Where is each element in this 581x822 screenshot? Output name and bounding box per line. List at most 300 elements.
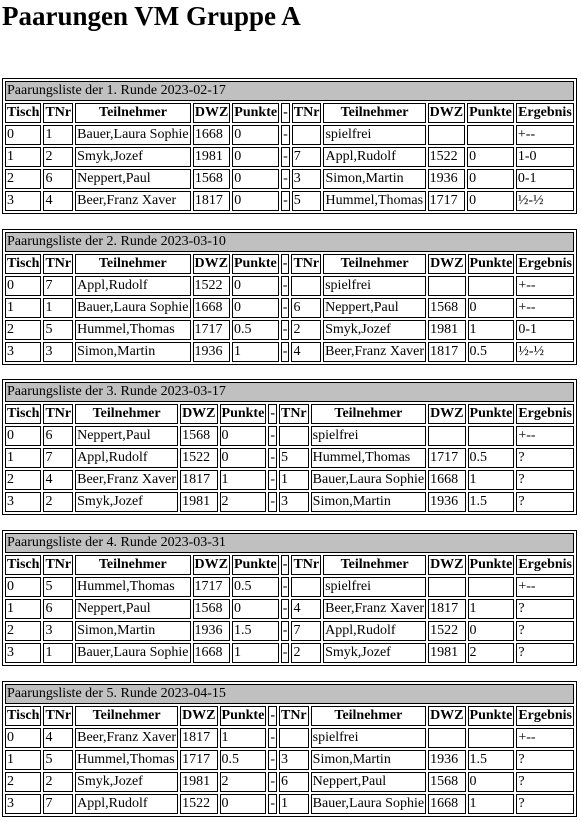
cell-dash: -	[281, 125, 290, 145]
cell-tnr-white: 6	[43, 169, 73, 189]
cell-dash: -	[268, 772, 277, 792]
cell-dwz-black: 1522	[428, 147, 465, 167]
cell-teilnehmer-white: Hummel,Thomas	[75, 750, 178, 770]
cell-ergebnis: +--	[516, 728, 574, 748]
cell-ergebnis: ?	[516, 599, 574, 619]
cell-punkte-black	[468, 577, 515, 597]
cell-dash: -	[268, 794, 277, 814]
cell-punkte-black: 2	[468, 643, 515, 663]
round-3-section	[2, 379, 577, 515]
cell-tnr-white: 7	[43, 276, 73, 296]
cell-dwz-black: 1717	[428, 448, 465, 468]
cell-dash: -	[281, 599, 290, 619]
cell-punkte-black	[468, 276, 515, 296]
cell-teilnehmer-black: Beer,Franz Xaver	[323, 599, 426, 619]
header-punkte-white: Punkte	[220, 706, 267, 726]
header-teilnehmer-white: Teilnehmer	[75, 254, 190, 274]
cell-punkte-white: 0	[232, 125, 279, 145]
cell-dash: -	[268, 426, 277, 446]
header-punkte-white: Punkte	[232, 103, 279, 123]
cell-tnr-white: 7	[43, 794, 73, 814]
header-ergebnis: Ergebnis	[516, 706, 574, 726]
header-teilnehmer-black: Teilnehmer	[311, 706, 426, 726]
cell-tisch: 2	[5, 169, 41, 189]
cell-teilnehmer-white: Neppert,Paul	[75, 599, 190, 619]
cell-teilnehmer-black: Neppert,Paul	[323, 298, 426, 318]
header-tnr-white: TNr	[43, 254, 73, 274]
header-row	[5, 555, 574, 575]
cell-dash: -	[281, 147, 290, 167]
header-dwz-white: DWZ	[193, 254, 230, 274]
table-row	[5, 599, 574, 619]
cell-tisch: 1	[5, 298, 41, 318]
cell-ergebnis: ?	[516, 772, 574, 792]
cell-dwz-black: 1668	[428, 470, 465, 490]
cell-dwz-white: 1981	[180, 492, 217, 512]
header-row	[5, 404, 574, 424]
cell-dwz-black: 1817	[428, 599, 465, 619]
cell-punkte-black: 0.5	[468, 448, 515, 468]
cell-tnr-white: 1	[43, 643, 73, 663]
cell-tnr-black: 3	[279, 492, 309, 512]
cell-punkte-black: 1	[468, 320, 515, 340]
cell-teilnehmer-black: Simon,Martin	[323, 169, 425, 189]
cell-punkte-black: 0	[468, 772, 515, 792]
cell-tisch: 3	[5, 492, 41, 512]
cell-tisch: 0	[5, 276, 41, 296]
cell-tnr-white: 2	[43, 147, 73, 167]
cell-dwz-black: 1936	[428, 750, 465, 770]
cell-tisch: 3	[5, 643, 41, 663]
cell-dash: -	[281, 643, 290, 663]
header-dwz-white: DWZ	[180, 706, 217, 726]
cell-teilnehmer-white: Smyk,Jozef	[75, 492, 178, 512]
cell-ergebnis: ?	[516, 794, 574, 814]
cell-tnr-black: 3	[279, 750, 309, 770]
header-tnr-white: TNr	[43, 555, 73, 575]
cell-ergebnis: +--	[516, 276, 574, 296]
cell-punkte-white: 0	[220, 426, 267, 446]
cell-tnr-black: 1	[279, 470, 309, 490]
cell-punkte-black: 1	[468, 470, 515, 490]
cell-teilnehmer-black: spielfrei	[311, 728, 426, 748]
cell-teilnehmer-black: Beer,Franz Xaver	[323, 342, 426, 362]
cell-tisch: 1	[5, 147, 41, 167]
pairing-table-round-2	[2, 229, 577, 365]
header-dash: -	[281, 254, 290, 274]
header-dwz-black: DWZ	[428, 555, 465, 575]
cell-dwz-black	[428, 276, 465, 296]
cell-tnr-black: 7	[291, 621, 321, 641]
round-caption: Paarungsliste der 1. Runde 2023-02-17	[5, 81, 574, 101]
header-punkte-black: Punkte	[468, 404, 515, 424]
cell-tnr-white: 4	[43, 470, 73, 490]
header-punkte-black: Punkte	[468, 706, 515, 726]
cell-dwz-white: 1717	[193, 320, 230, 340]
cell-dash: -	[281, 169, 290, 189]
header-punkte-black: Punkte	[467, 103, 514, 123]
header-tnr-black: TNr	[279, 706, 309, 726]
header-tisch: Tisch	[5, 706, 41, 726]
header-teilnehmer-white: Teilnehmer	[75, 706, 178, 726]
header-row	[5, 706, 574, 726]
cell-punkte-white: 0	[232, 147, 279, 167]
header-dash: -	[268, 404, 277, 424]
cell-dwz-black: 1936	[428, 492, 465, 512]
header-dwz-black: DWZ	[428, 706, 465, 726]
header-dwz-white: DWZ	[180, 404, 217, 424]
cell-punkte-white: 1	[220, 728, 267, 748]
cell-dwz-white: 1817	[180, 470, 217, 490]
table-row	[5, 276, 574, 296]
header-punkte-white: Punkte	[232, 254, 279, 274]
cell-punkte-black: 0.5	[468, 342, 515, 362]
cell-ergebnis: ?	[516, 492, 574, 512]
cell-dash: -	[268, 728, 277, 748]
pairing-table-round-5	[2, 681, 577, 817]
cell-tnr-white: 4	[43, 728, 73, 748]
cell-teilnehmer-black: Bauer,Laura Sophie	[311, 794, 426, 814]
cell-punkte-white: 0.5	[232, 577, 279, 597]
cell-teilnehmer-white: Bauer,Laura Sophie	[75, 298, 190, 318]
header-teilnehmer-white: Teilnehmer	[75, 555, 190, 575]
cell-dwz-white: 1668	[193, 125, 230, 145]
cell-ergebnis: +--	[516, 426, 574, 446]
cell-dwz-white: 1522	[193, 276, 230, 296]
cell-tnr-black: 7	[292, 147, 322, 167]
header-punkte-white: Punkte	[220, 404, 267, 424]
header-punkte-white: Punkte	[232, 555, 279, 575]
cell-teilnehmer-white: Appl,Rudolf	[75, 276, 190, 296]
cell-tnr-black: 6	[279, 772, 309, 792]
cell-dwz-black: 1981	[428, 643, 465, 663]
header-dwz-black: DWZ	[428, 254, 465, 274]
cell-dash: -	[268, 470, 277, 490]
cell-tnr-black: 2	[291, 643, 321, 663]
cell-ergebnis: ?	[516, 448, 574, 468]
cell-tnr-black	[291, 577, 321, 597]
cell-ergebnis: +--	[516, 298, 574, 318]
cell-punkte-black: 0	[468, 621, 515, 641]
cell-dwz-white: 1568	[193, 169, 230, 189]
cell-teilnehmer-black: Hummel,Thomas	[311, 448, 426, 468]
cell-dash: -	[281, 191, 290, 211]
cell-ergebnis: ?	[516, 643, 574, 663]
header-tnr-white: TNr	[43, 706, 73, 726]
header-tisch: Tisch	[5, 103, 41, 123]
cell-teilnehmer-black: spielfrei	[311, 426, 426, 446]
table-row	[5, 794, 574, 814]
cell-dwz-black: 1668	[428, 794, 465, 814]
header-dwz-white: DWZ	[193, 103, 230, 123]
cell-teilnehmer-white: Bauer,Laura Sophie	[75, 643, 190, 663]
cell-dwz-white: 1522	[180, 794, 217, 814]
header-teilnehmer-black: Teilnehmer	[323, 254, 426, 274]
cell-tnr-white: 2	[43, 772, 73, 792]
header-dwz-black: DWZ	[428, 103, 465, 123]
cell-teilnehmer-white: Simon,Martin	[75, 621, 190, 641]
cell-ergebnis: ?	[516, 470, 574, 490]
cell-teilnehmer-black: spielfrei	[323, 125, 425, 145]
cell-teilnehmer-white: Hummel,Thomas	[75, 577, 190, 597]
cell-tnr-white: 7	[43, 448, 73, 468]
cell-dash: -	[281, 621, 290, 641]
cell-tnr-white: 5	[43, 750, 73, 770]
cell-dash: -	[281, 320, 290, 340]
cell-ergebnis: 1-0	[516, 147, 574, 167]
round-caption: Paarungsliste der 4. Runde 2023-03-31	[5, 533, 574, 553]
round-caption: Paarungsliste der 3. Runde 2023-03-17	[5, 382, 574, 402]
cell-ergebnis: ?	[516, 750, 574, 770]
cell-tisch: 2	[5, 470, 41, 490]
cell-dash: -	[268, 448, 277, 468]
cell-punkte-white: 0	[232, 599, 279, 619]
cell-tnr-black: 4	[291, 599, 321, 619]
cell-dwz-white: 1817	[193, 191, 230, 211]
cell-punkte-white: 0.5	[232, 320, 279, 340]
cell-teilnehmer-white: Appl,Rudolf	[75, 794, 178, 814]
cell-punkte-black	[467, 125, 514, 145]
table-row	[5, 643, 574, 663]
cell-punkte-white: 0.5	[220, 750, 267, 770]
cell-tnr-black	[291, 276, 321, 296]
cell-punkte-white: 0	[232, 191, 279, 211]
pairing-table-round-1	[2, 78, 577, 214]
cell-dwz-white: 1717	[193, 577, 230, 597]
cell-dwz-white: 1522	[180, 448, 217, 468]
header-ergebnis: Ergebnis	[516, 404, 574, 424]
cell-tisch: 2	[5, 772, 41, 792]
cell-punkte-black: 0	[467, 147, 514, 167]
table-row	[5, 470, 574, 490]
cell-punkte-white: 0	[220, 448, 267, 468]
table-row	[5, 728, 574, 748]
cell-teilnehmer-white: Neppert,Paul	[75, 169, 191, 189]
cell-punkte-white: 1	[232, 342, 279, 362]
cell-dwz-black: 1568	[428, 298, 465, 318]
cell-teilnehmer-white: Appl,Rudolf	[75, 448, 178, 468]
cell-dwz-white: 1717	[180, 750, 217, 770]
cell-teilnehmer-white: Smyk,Jozef	[75, 147, 191, 167]
cell-ergebnis: ½-½	[516, 342, 574, 362]
cell-dwz-black: 1981	[428, 320, 465, 340]
header-tnr-black: TNr	[291, 555, 321, 575]
cell-teilnehmer-black: Hummel,Thomas	[323, 191, 425, 211]
cell-tisch: 3	[5, 191, 41, 211]
cell-tnr-black	[279, 426, 309, 446]
cell-dwz-white: 1981	[193, 147, 230, 167]
cell-ergebnis: 0-1	[516, 169, 574, 189]
cell-tnr-white: 6	[43, 599, 73, 619]
cell-punkte-black	[468, 728, 515, 748]
round-4-section	[2, 530, 577, 666]
cell-tnr-black: 2	[291, 320, 321, 340]
cell-tnr-black: 5	[292, 191, 322, 211]
cell-dwz-white: 1568	[193, 599, 230, 619]
cell-tnr-white: 6	[43, 426, 73, 446]
table-row	[5, 750, 574, 770]
cell-dash: -	[281, 276, 290, 296]
round-caption: Paarungsliste der 5. Runde 2023-04-15	[5, 684, 574, 704]
header-dash: -	[281, 103, 290, 123]
cell-tnr-white: 5	[43, 577, 73, 597]
cell-tnr-black: 4	[291, 342, 321, 362]
table-row	[5, 577, 574, 597]
header-teilnehmer-white: Teilnehmer	[75, 404, 178, 424]
cell-teilnehmer-black: Smyk,Jozef	[323, 643, 426, 663]
header-tnr-black: TNr	[279, 404, 309, 424]
cell-punkte-black: 1.5	[468, 492, 515, 512]
cell-teilnehmer-white: Bauer,Laura Sophie	[75, 125, 191, 145]
cell-dwz-white: 1668	[193, 643, 230, 663]
cell-teilnehmer-black: Appl,Rudolf	[323, 621, 426, 641]
cell-tnr-black: 3	[292, 169, 322, 189]
cell-teilnehmer-black: Smyk,Jozef	[323, 320, 426, 340]
cell-teilnehmer-black: spielfrei	[323, 577, 426, 597]
cell-tnr-white: 3	[43, 342, 73, 362]
cell-dwz-black	[428, 426, 465, 446]
cell-teilnehmer-white: Neppert,Paul	[75, 426, 178, 446]
header-tnr-white: TNr	[43, 103, 73, 123]
cell-tisch: 1	[5, 599, 41, 619]
cell-dwz-white: 1936	[193, 342, 230, 362]
cell-tnr-black: 1	[279, 794, 309, 814]
cell-dwz-black: 1522	[428, 621, 465, 641]
cell-dwz-black	[428, 728, 465, 748]
cell-tnr-black: 5	[279, 448, 309, 468]
header-row	[5, 103, 574, 123]
cell-ergebnis: ?	[516, 621, 574, 641]
cell-tisch: 2	[5, 320, 41, 340]
table-row	[5, 772, 574, 792]
header-dwz-black: DWZ	[428, 404, 465, 424]
header-ergebnis: Ergebnis	[516, 103, 574, 123]
cell-tisch: 1	[5, 448, 41, 468]
cell-dwz-white: 1568	[180, 426, 217, 446]
table-row	[5, 298, 574, 318]
cell-tnr-white: 2	[43, 492, 73, 512]
cell-tisch: 0	[5, 728, 41, 748]
cell-dwz-white: 1936	[193, 621, 230, 641]
header-teilnehmer-black: Teilnehmer	[311, 404, 426, 424]
cell-tnr-white: 1	[43, 125, 73, 145]
cell-tisch: 1	[5, 750, 41, 770]
table-row	[5, 492, 574, 512]
round-2-section	[2, 229, 577, 365]
table-row	[5, 191, 574, 211]
header-teilnehmer-black: Teilnehmer	[323, 555, 426, 575]
cell-tisch: 2	[5, 621, 41, 641]
cell-dash: -	[268, 492, 277, 512]
cell-tnr-white: 3	[43, 621, 73, 641]
cell-tisch: 3	[5, 794, 41, 814]
cell-dwz-white: 1817	[180, 728, 217, 748]
cell-teilnehmer-white: Smyk,Jozef	[75, 772, 178, 792]
pairing-table-round-4	[2, 530, 577, 666]
cell-punkte-black: 0	[467, 191, 514, 211]
cell-teilnehmer-white: Beer,Franz Xaver	[75, 728, 178, 748]
cell-teilnehmer-white: Simon,Martin	[75, 342, 190, 362]
table-row	[5, 147, 574, 167]
cell-tisch: 0	[5, 426, 41, 446]
header-row	[5, 254, 574, 274]
cell-dash: -	[281, 298, 290, 318]
cell-teilnehmer-white: Hummel,Thomas	[75, 320, 190, 340]
cell-dash: -	[281, 577, 290, 597]
cell-ergebnis: 0-1	[516, 320, 574, 340]
cell-tnr-black: 6	[291, 298, 321, 318]
header-dwz-white: DWZ	[193, 555, 230, 575]
cell-dwz-black: 1936	[428, 169, 465, 189]
cell-punkte-white: 0	[232, 298, 279, 318]
cell-tnr-black	[279, 728, 309, 748]
cell-punkte-black: 0	[468, 298, 515, 318]
cell-ergebnis: +--	[516, 577, 574, 597]
cell-teilnehmer-black: spielfrei	[323, 276, 426, 296]
cell-punkte-white: 1	[232, 643, 279, 663]
cell-dwz-black: 1817	[428, 342, 465, 362]
cell-punkte-black	[468, 426, 515, 446]
table-row	[5, 342, 574, 362]
cell-punkte-black: 0	[467, 169, 514, 189]
table-row	[5, 426, 574, 446]
cell-tnr-white: 1	[43, 298, 73, 318]
header-tisch: Tisch	[5, 555, 41, 575]
cell-dwz-black	[428, 125, 465, 145]
header-tnr-black: TNr	[292, 103, 322, 123]
cell-dwz-black: 1717	[428, 191, 465, 211]
pairing-table-round-3	[2, 379, 577, 515]
cell-punkte-white: 1.5	[232, 621, 279, 641]
cell-punkte-black: 1	[468, 599, 515, 619]
round-1-section	[2, 78, 577, 214]
cell-tnr-black	[292, 125, 322, 145]
header-ergebnis: Ergebnis	[516, 254, 574, 274]
header-tisch: Tisch	[5, 254, 41, 274]
cell-punkte-white: 2	[220, 772, 267, 792]
cell-dwz-white: 1668	[193, 298, 230, 318]
cell-tnr-white: 4	[43, 191, 73, 211]
cell-dwz-white: 1981	[180, 772, 217, 792]
cell-teilnehmer-black: Neppert,Paul	[311, 772, 426, 792]
header-teilnehmer-black: Teilnehmer	[323, 103, 425, 123]
page-title: Paarungen VM Gruppe A	[2, 1, 301, 31]
round-5-section	[2, 681, 577, 817]
table-row	[5, 125, 574, 145]
cell-dash: -	[281, 342, 290, 362]
cell-punkte-white: 0	[232, 276, 279, 296]
cell-teilnehmer-white: Beer,Franz Xaver	[75, 191, 191, 211]
cell-punkte-black: 1.5	[468, 750, 515, 770]
cell-ergebnis: +--	[516, 125, 574, 145]
cell-tisch: 0	[5, 125, 41, 145]
cell-punkte-white: 0	[232, 169, 279, 189]
header-punkte-black: Punkte	[468, 254, 515, 274]
cell-punkte-white: 2	[220, 492, 267, 512]
header-dash: -	[281, 555, 290, 575]
cell-dwz-black	[428, 577, 465, 597]
header-punkte-black: Punkte	[468, 555, 515, 575]
cell-dwz-black: 1568	[428, 772, 465, 792]
cell-teilnehmer-black: Bauer,Laura Sophie	[311, 470, 426, 490]
cell-tisch: 0	[5, 577, 41, 597]
cell-punkte-white: 1	[220, 470, 267, 490]
cell-tnr-white: 5	[43, 320, 73, 340]
header-dash: -	[268, 706, 277, 726]
table-row	[5, 169, 574, 189]
table-row	[5, 621, 574, 641]
table-row	[5, 320, 574, 340]
